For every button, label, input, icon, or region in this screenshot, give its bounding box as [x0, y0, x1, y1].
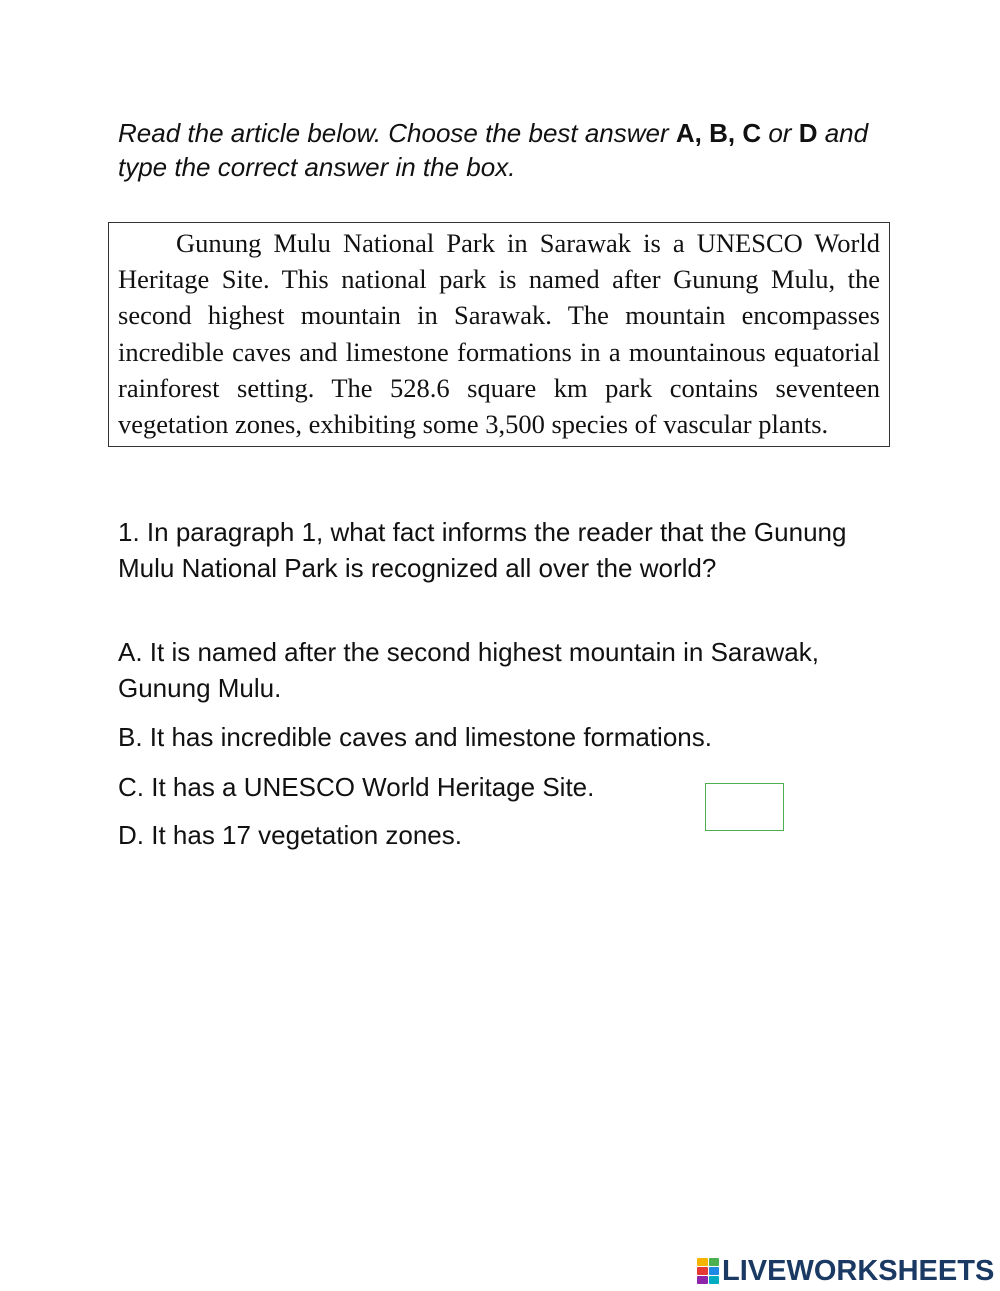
question-1: 1. In paragraph 1, what fact informs the reader that the Gunung Mulu National Park is recognized all over the world? — [118, 517, 847, 583]
instructions-text-3: and type the correct answer in the box. — [118, 118, 869, 182]
option-c: C. It has a UNESCO World Heritage Site. — [118, 772, 595, 802]
liveworksheets-brand — [697, 1255, 994, 1287]
instructions-text-2: or — [761, 118, 799, 148]
answer-input[interactable] — [705, 783, 784, 831]
option-d: D. It has 17 vegetation zones. — [118, 820, 462, 850]
liveworksheets-logo-icon — [697, 1258, 719, 1284]
article-passage: Gunung Mulu National Park in Sarawak is a UNESCO World Heritage Site. This national park is named after Gunung Mulu, the second highest mountain in Sarawak. The mountain encompasses incredible caves and limestone formations in a mountainous equatorial rainforest setting. The 528.6 square km park contains seventeen vegetation zones, exhibiting some 3,500 species of vascular plants. — [108, 222, 890, 447]
instructions-text-1: Read the article below. Choose the best answer — [118, 118, 676, 148]
brand-name: LIVEWORKSHEETS — [722, 1254, 995, 1287]
instructions-options-letters: A, B, C — [675, 118, 762, 148]
instructions-option-d: D — [798, 118, 818, 148]
instructions — [118, 116, 898, 184]
option-b: B. It has incredible caves and limestone formations. — [118, 722, 712, 752]
option-a: A. It is named after the second highest mountain in Sarawak, Gunung Mulu. — [118, 637, 819, 703]
